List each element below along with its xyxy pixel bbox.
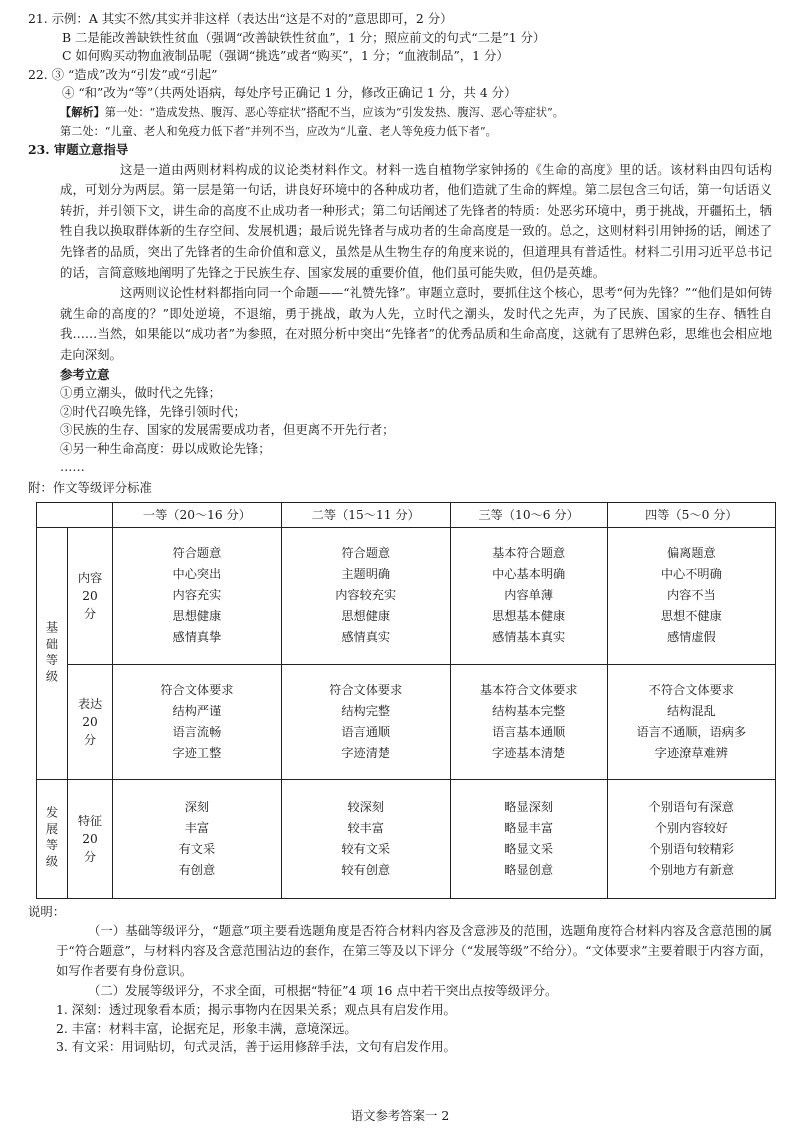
- table-cell: 符合文体要求 结构严谨 语言流畅 字迹工整: [113, 664, 282, 779]
- table-cell: 符合题意 主题明确 内容较充实 思想健康 感情真实: [281, 527, 450, 664]
- ref-item: ③民族的生存、国家的发展需要成功者，但更离不开先行者；: [60, 422, 395, 438]
- q21-line-c: C 如何购买动物血液制品呢（强调“挑选”或者“购买”，1 分；“血液制品”，1 分）: [62, 48, 509, 64]
- table-cell: 符合题意 中心突出 内容充实 思想健康 感情真挚: [113, 527, 282, 664]
- question-23: [28, 141, 772, 477]
- note-2: （二）发展等级评分，不求全面，可根据“特征”4 项 16 点中若干突出点按等级评分。: [88, 983, 558, 999]
- table-row-expression: [37, 664, 776, 779]
- q23-paragraph-1: 这是一道由两则材料构成的议论类材料作文。材料一选自植物学家钟扬的《生命的高度》里的话。该材料由四句话构成，可划分为两层。第一层是第一句话，讲良好环境中的各种成功者，他们造就了生命的辉煌。第二层包含三句话，第一句话语义转折，并引领下文，讲生命的高度不止成功者一种形式；第二句话阐述了先锋者的特质：处恶劣环境中，勇于挑战，开疆拓土，牺牲自我以换取群体新的生存空间、发展机遇；最后说先锋者与成功者的生命高度是一致的。总之，这则材料引用钟扬的话，阐述了先锋者的品质，突出了先锋者的生命价值和意义，虽然是从生物生存的角度来说的，但道理具有普适性。材料二引用习近平总书记的话，言简意赅地阐明了先锋之于民族生存、国家发展的重要价值，他们虽可能失败，但仍是英雄。: [60, 161, 772, 280]
- category-feature: 特征 20 分: [68, 779, 113, 898]
- table-header-row: [37, 502, 776, 527]
- header-grade-4: 四等（5～0 分）: [607, 502, 775, 527]
- header-grade-3: 三等（10～6 分）: [450, 502, 607, 527]
- q22-analysis-1: [28, 103, 772, 122]
- q22-line-2: ④ “和”改为“等”（共两处语病，每处序号正确记 1 分，修改正确记 1 分，共 4 分）: [62, 85, 517, 101]
- note-1: （一）基础等级评分，“题意”项主要看选题角度是否符合材料内容及含意涉及的范围，选题角度符合材料内容及含意范围的属于“符合题意”，与材料内容及含意范围沾边的套作，在第三等及以下评分（“发展等级”不给分）。“文体要求”主要着眼于内容方面，如写作者要有身份意识。: [56, 923, 772, 979]
- table-cell: 基本符合文体要求 结构基本完整 语言基本通顺 字迹基本清楚: [450, 664, 607, 779]
- table-row-content: [37, 527, 776, 664]
- analysis-tag: 【解析】: [60, 104, 105, 119]
- category-content: 内容 20 分: [68, 527, 113, 664]
- ref-title: 参考立意: [60, 366, 110, 382]
- table-cell: 基本符合题意 中心基本明确 内容单薄 思想基本健康 感情基本真实: [450, 527, 607, 664]
- question-22: [28, 66, 772, 141]
- table-cell: 符合文体要求 结构完整 语言通顺 字迹清楚: [281, 664, 450, 779]
- table-caption: 附：作文等级评分标准: [28, 480, 152, 496]
- question-21: [28, 10, 772, 66]
- table-row-feature: [37, 779, 776, 898]
- table-cell: 偏离题意 中心不明确 内容不当 思想不健康 感情虚假: [607, 527, 775, 664]
- ref-item: ①勇立潮头，做时代之先锋；: [60, 385, 222, 401]
- table-cell: 较深刻 较丰富 较有文采 较有创意: [281, 779, 450, 898]
- header-blank: [37, 502, 113, 527]
- table-cell: 略显深刻 略显丰富 略显文采 略显创意: [450, 779, 607, 898]
- page-footer: 语文参考答案一 2: [350, 1108, 450, 1123]
- table-cell: 不符合文体要求 结构混乱 语言不通顺，语病多 字迹潦草难辨: [607, 664, 775, 779]
- note-item: 2. 丰富：材料丰富，论据充足，形象丰满，意境深远。: [56, 1020, 357, 1036]
- table-cell: 个别语句有深意 个别内容较好 个别语句较精彩 个别地方有新意: [607, 779, 775, 898]
- header-grade-2: 二等（15～11 分）: [281, 502, 450, 527]
- notes-title: 说明：: [28, 903, 66, 919]
- q22-line-1: 22. ③ “造成”改为“引发”或“引起”: [28, 66, 218, 82]
- group-development: 发展等级: [37, 779, 68, 898]
- table-cell: 深刻 丰富 有文采 有创意: [113, 779, 282, 898]
- grading-table: [36, 502, 776, 899]
- q22-analysis-2: 第二处：“儿童、老人和免疫力低下者”并列不当，应改为“儿童、老人等免疫力低下者”。: [60, 124, 497, 138]
- q21-line-a: 21. 示例：A 其实不然/其实并非这样（表达出“这是不对的”意思即可，2 分）: [28, 11, 453, 26]
- ref-item: ④另一种生命高度：毋以成败论先锋；: [60, 440, 271, 456]
- q23-title: 23. 审题立意指导: [28, 141, 129, 157]
- q23-paragraph-2: 这两则议论性材料都指向同一个命题——“礼赞先锋”。审题立意时，要抓住这个核心，思考“何为先锋？”“他们是如何铸就生命的高度的？”即处逆境，不退缩，勇于挑战，敢为人先，立时代之潮头，发时代之先声，为了民族、国家的生存、牺牲自我……当然，如果能以“成功者”为参照，在对照分析中突出“先锋者”的优秀品质和生命高度，这就有了思辨色彩，思维也会相应地走向深刻。: [60, 285, 772, 362]
- notes-section: [28, 903, 772, 1057]
- q21-line-b: B 二是能改善缺铁性贫血（强调“改善缺铁性贫血”，1 分；照应前文的句式“二是”1 分）: [62, 29, 546, 45]
- category-expression: 表达 20 分: [68, 664, 113, 779]
- analysis-text-1: 第一处：“造成发热、腹泻、恶心等症状”搭配不当，应该为“引发发热、腹泻、恶心等症状”。: [104, 105, 564, 119]
- ref-item: ②时代召唤先锋，先锋引领时代；: [60, 403, 246, 419]
- group-basic: 基础等级: [37, 527, 68, 779]
- ref-item: ……: [60, 459, 85, 475]
- note-item: 1. 深刻：透过现象看本质；揭示事物内在因果关系；观点具有启发作用。: [56, 1002, 456, 1018]
- note-item: 3. 有文采：用词贴切，句式灵活，善于运用修辞手法，文句有启发作用。: [56, 1039, 456, 1055]
- header-grade-1: 一等（20～16 分）: [113, 502, 282, 527]
